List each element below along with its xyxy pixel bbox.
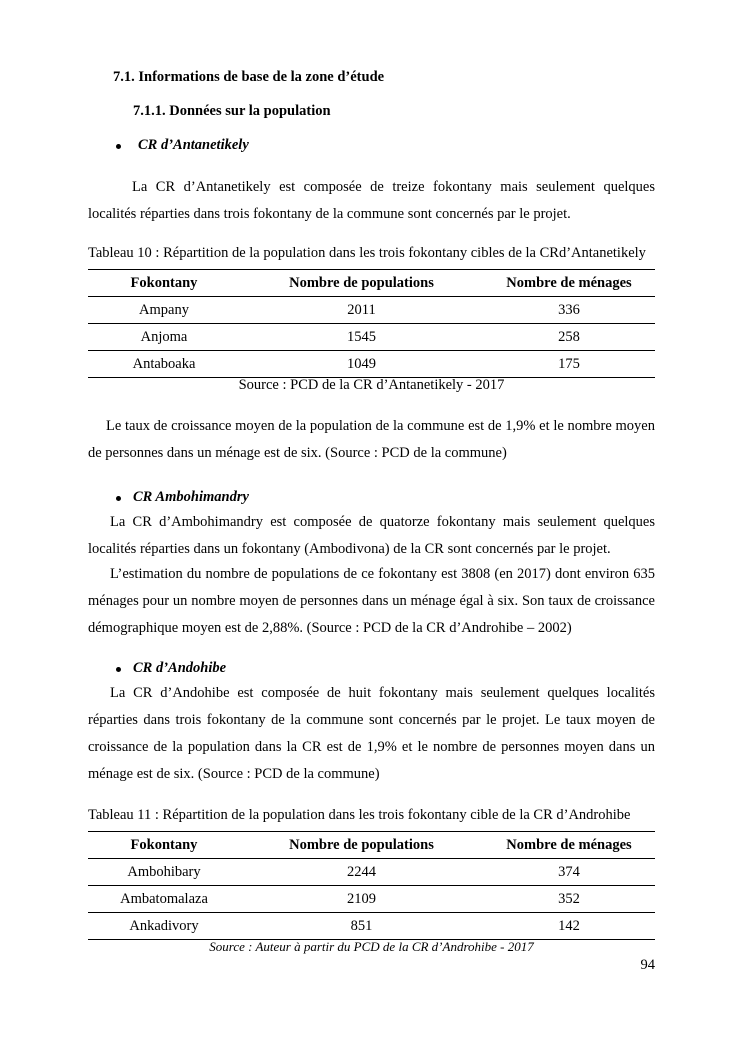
column-header: Nombre de ménages (483, 832, 655, 859)
antanetikely-paragraph: La CR d’Antanetikely est composée de treize fokontany mais seulement quelques localités réparties dans trois fokontany de la commune sont concernés par le projet. (88, 179, 655, 222)
antanetikely-growth-paragraph: Le taux de croissance moyen de la population de la commune est de 1,9% et le nombre moyen de personnes dans un ménage est de six. (Source : PCD de la commune) (88, 418, 655, 461)
table-cell: Ankadivory (88, 913, 240, 940)
column-header: Nombre de populations (240, 270, 483, 297)
table-cell: Ambatomalaza (88, 886, 240, 913)
ambohimandry-title: CR Ambohimandry (133, 489, 249, 505)
table-row (88, 297, 655, 324)
column-header: Nombre de populations (240, 832, 483, 859)
table-row (88, 351, 655, 378)
bullet-icon (116, 496, 121, 501)
table-cell: 336 (483, 297, 655, 324)
antanetikely-title: CR d’Antanetikely (138, 137, 249, 153)
table-cell: 1049 (240, 351, 483, 378)
table-cell: 142 (483, 913, 655, 940)
table-row (88, 886, 655, 913)
column-header: Fokontany (88, 270, 240, 297)
table-10-source: Source : PCD de la CR d’Antanetikely - 2017 (238, 377, 505, 393)
table-cell: 352 (483, 886, 655, 913)
table-cell: 2244 (240, 859, 483, 886)
column-header: Nombre de ménages (483, 270, 655, 297)
table-row (88, 324, 655, 351)
table-cell: Anjoma (88, 324, 240, 351)
table-cell: 1545 (240, 324, 483, 351)
ambohimandry-paragraph-2: L’estimation du nombre de populations de ce fokontany est 3808 (en 2017) dont environ 635 ménages pour un nombre moyen de personnes dans un ménage égal à six. Son taux de croissance démographique moyen est de 2,88%. (Source : PCD de la CR d’Androhibe – 2002) (88, 566, 655, 636)
table-cell: 374 (483, 859, 655, 886)
column-header: Fokontany (88, 832, 240, 859)
table-11-source: Source : Auteur à partir du PCD de la CR d’Androhibe - 2017 (209, 939, 534, 954)
subsection-heading: 7.1.1. Données sur la population (133, 103, 331, 119)
table-cell: 258 (483, 324, 655, 351)
andohibe-title: CR d’Andohibe (133, 660, 227, 676)
table-header-row (88, 270, 655, 297)
bullet-icon (116, 667, 121, 672)
ambohimandry-paragraph-1: La CR d’Ambohimandry est composée de quatorze fokontany mais seulement quelques localités réparties dans un fokontany (Ambodivona) de la CR sont concernés par le projet. (88, 514, 655, 557)
table-row (88, 913, 655, 940)
table-cell: 2109 (240, 886, 483, 913)
table-header-row (88, 832, 655, 859)
table-cell: 2011 (240, 297, 483, 324)
bullet-icon (116, 144, 121, 149)
table-cell: 851 (240, 913, 483, 940)
table-10 (88, 269, 655, 378)
andohibe-paragraph: La CR d’Andohibe est composée de huit fokontany mais seulement quelques localités réparties dans trois fokontany de la commune sont concernés par le projet. Le taux moyen de croissance de la population dans la CR est de 1,9% et le nombre de personnes moyen dans un ménage est de six. (Source : PCD de la commune) (88, 685, 655, 782)
table-11-caption: Tableau 11 : Répartition de la population dans les trois fokontany cible de la CR d’Androhibe (88, 807, 631, 823)
table-row (88, 859, 655, 886)
section-heading: 7.1. Informations de base de la zone d’étude (113, 69, 385, 85)
table-cell: Antaboaka (88, 351, 240, 378)
table-cell: Ampany (88, 297, 240, 324)
table-cell: Ambohibary (88, 859, 240, 886)
table-10-caption: Tableau 10 : Répartition de la population dans les trois fokontany cibles de la CRd’Antanetikely (88, 245, 646, 261)
table-cell: 175 (483, 351, 655, 378)
table-11 (88, 831, 655, 940)
page-number: 94 (640, 957, 655, 973)
